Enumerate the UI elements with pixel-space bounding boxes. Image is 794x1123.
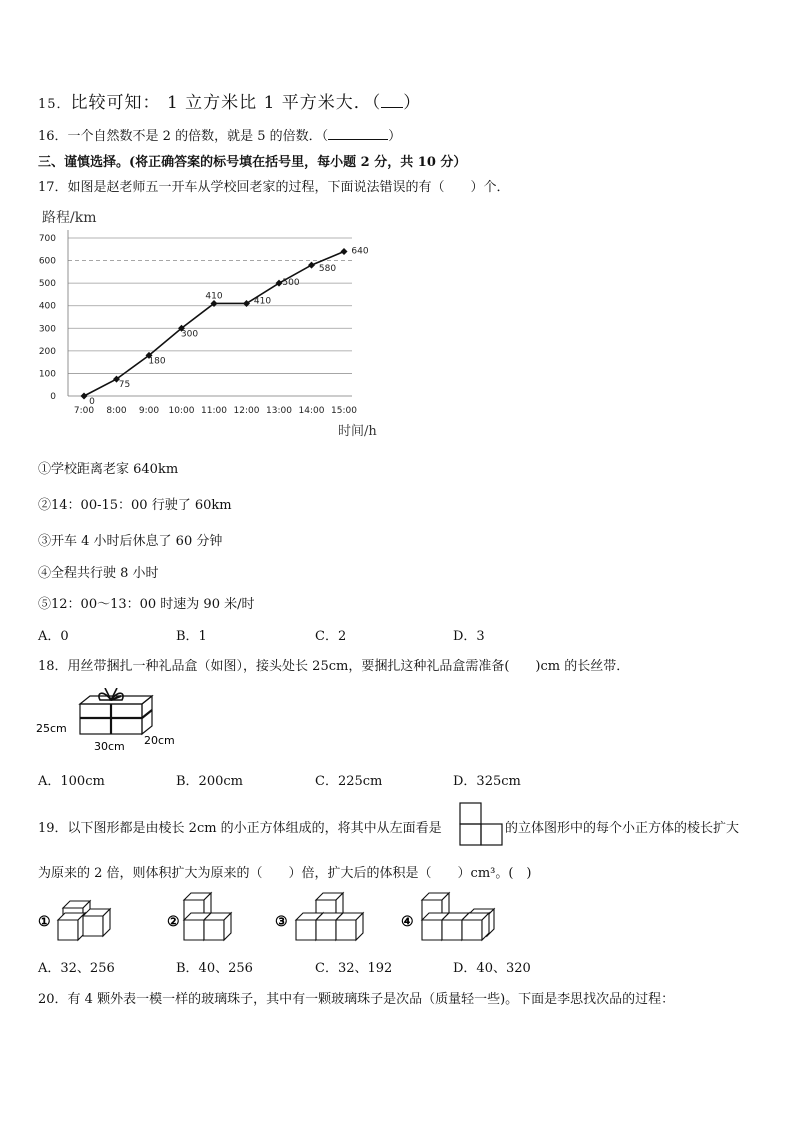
data-label: 75 [118, 380, 131, 391]
y-tick-label: 200 [38, 346, 56, 357]
x-tick-label: 11:00 [201, 406, 227, 416]
question-15-close: ） [403, 93, 422, 113]
x-tick-label: 8:00 [106, 406, 127, 416]
chart-series [84, 252, 344, 396]
data-point [81, 393, 88, 400]
left-view-shape [459, 802, 505, 848]
x-tick-label: 14:00 [298, 406, 325, 416]
data-point [308, 262, 315, 269]
statement-4: ④全程共行驶 8 小时 [38, 566, 159, 581]
question-16 [38, 125, 401, 144]
question-19-line2: 为原来的 2 倍，则体积扩大为原来的（ ）倍，扩大后的体积是（ ）cm³。( ) [38, 866, 532, 881]
y-tick-label: 500 [38, 279, 56, 290]
box-length-label: 30cm [94, 740, 125, 753]
x-tick-label: 9:00 [138, 406, 160, 416]
statement-3: ③开车 4 小时后休息了 60 分钟 [38, 534, 223, 549]
y-tick-label: 0 [50, 392, 56, 402]
statement-2: ②14：00-15：00 行驶了 60km [38, 498, 232, 513]
y-tick-label: 400 [38, 301, 56, 312]
data-label: 300 [180, 329, 199, 340]
box-height-label: 25cm [36, 722, 67, 735]
question-16-blank[interactable] [328, 139, 388, 140]
question-19-line1a: 19．以下图形都是由棱长 2cm 的小正方体组成的，将其中从左面看是 [38, 821, 442, 836]
cube [336, 913, 363, 940]
y-tick-label: 700 [38, 234, 56, 244]
figure-label-3: ③ [275, 914, 288, 930]
q17-option-a[interactable]: A．0 [38, 629, 69, 644]
chart-y-ticks [39, 234, 56, 402]
data-label: 0 [89, 397, 95, 407]
question-15-text: 比较可知： 1 立方米比 1 平方米大．（ [70, 93, 382, 113]
series-line [84, 252, 344, 396]
q18-option-c[interactable]: C．225cm [315, 774, 383, 789]
cube-figures [34, 888, 514, 946]
q18-option-b[interactable]: B．200cm [176, 774, 243, 789]
data-label: 180 [148, 356, 166, 367]
chart-x-axis-title: 时间/h [338, 424, 377, 439]
question-20-text: 20．有 4 颗外表一模一样的玻璃珠子，其中有一颗玻璃珠子是次品（质量轻一些)。下面是李思找次品的过程： [38, 992, 675, 1007]
chart-data-labels [89, 247, 369, 407]
distance-time-chart [30, 200, 390, 445]
q19-option-a[interactable]: A．32、256 [38, 961, 115, 976]
data-label: 500 [282, 278, 300, 289]
q17-option-c[interactable]: C．2 [315, 629, 347, 644]
q19-option-b[interactable]: B．40、256 [176, 961, 253, 976]
question-19-line1b: 的立体图形中的每个小正方体的棱长扩大 [505, 821, 740, 836]
x-tick-label: 13:00 [266, 406, 292, 416]
question-15 [38, 88, 421, 113]
statement-1: ①学校距离老家 640km [38, 462, 179, 477]
q19-option-c[interactable]: C．32、192 [315, 961, 393, 976]
section-3-heading: 三、谨慎选择。(将正确答案的标号填在括号里，每小题 2 分，共 10 分） [38, 155, 467, 170]
statement-5: ⑤12：00～13：00 时速为 90 米/时 [38, 597, 255, 612]
cube [58, 913, 85, 940]
cube [462, 913, 489, 940]
x-tick-label: 7:00 [73, 406, 95, 416]
data-point [341, 248, 348, 255]
data-label: 640 [351, 246, 369, 257]
q17-option-d[interactable]: D．3 [453, 629, 485, 644]
question-16-text: 16．一个自然数不是 2 的倍数，就是 5 的倍数．（ [38, 129, 329, 144]
x-tick-label: 10:00 [168, 406, 195, 416]
y-tick-label: 600 [38, 256, 56, 267]
q19-option-d[interactable]: D．40、320 [453, 961, 531, 976]
data-label: 580 [318, 264, 337, 275]
data-label: 410 [205, 291, 223, 302]
figure-label-1: ① [38, 914, 51, 930]
question-17-stem: 17．如图是赵老师五一开车从学校回老家的过程，下面说法错误的有（ ）个． [38, 180, 510, 195]
question-18-stem: 18．用丝带捆扎一种礼品盒（如图），接头处长 25cm，要捆扎这种礼品盒需准备( )cm 的长丝带． [38, 659, 630, 674]
cube [83, 909, 110, 936]
question-15-blank[interactable] [381, 107, 403, 108]
x-tick-label: 15:00 [331, 406, 357, 416]
figure-label-4: ④ [401, 914, 414, 930]
q17-option-b[interactable]: B．1 [176, 629, 207, 644]
gift-box-figure [34, 688, 184, 756]
question-15-number: 15． [38, 97, 71, 112]
cube [204, 913, 231, 940]
chart-grid [68, 230, 352, 396]
figure-label-2: ② [167, 914, 180, 930]
question-16-close: ） [388, 129, 402, 144]
x-tick-label: 12:00 [233, 406, 260, 416]
chart-x-ticks [74, 406, 357, 416]
chart-y-axis-title: 路程/km [42, 210, 97, 226]
q18-option-a[interactable]: A．100cm [38, 774, 105, 789]
q18-option-d[interactable]: D．325cm [453, 774, 521, 789]
y-tick-label: 100 [38, 369, 56, 380]
data-label: 410 [253, 296, 272, 307]
y-tick-label: 300 [38, 324, 56, 335]
box-width-label: 20cm [144, 734, 175, 747]
